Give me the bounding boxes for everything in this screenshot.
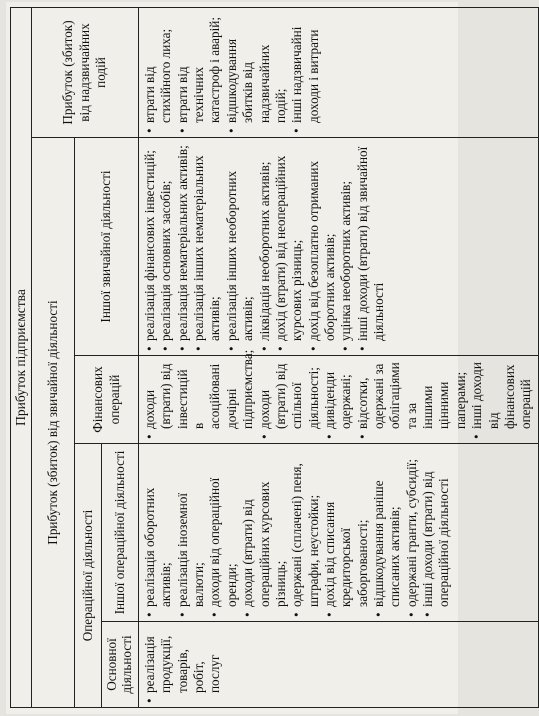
scanned-page <box>6 2 534 714</box>
list-item: • дохід від списання кредиторської заборгованості; <box>322 448 371 617</box>
list-item: • доходи (втрати) від інвестицій в асоційовані дочірні підприємства; <box>142 360 257 439</box>
list-item: • реалізація оборотних активів; <box>142 448 175 617</box>
list-item: • відшкодування раніше списаних активів; <box>371 448 404 617</box>
list-item: • реалізація іноземної валюти; <box>175 448 208 617</box>
list-item: • інші надзвичайні доходи і витрати <box>289 12 322 133</box>
list-item: • доходи від операційної оренди; <box>207 448 240 617</box>
list-item: • реалізація інших необоротних активів; <box>224 142 257 351</box>
list-item: • дивіденди одержані; <box>322 360 355 439</box>
list-item: • реалізація основних засобів; <box>158 142 174 351</box>
other-ordinary-cell <box>139 138 539 356</box>
extraordinary-cell <box>139 7 539 137</box>
list-item: • ліквідація необоротних активів; <box>257 142 273 351</box>
other-ordinary-header: Іншої звичайної діяльності <box>75 138 139 356</box>
list-item: • інші доходи (втрати) від звичайної діяльності <box>355 142 388 351</box>
financial-operations-cell <box>139 349 539 444</box>
list-item: • дохід від безоплатно отриманих оборотних активів; <box>306 142 339 351</box>
list-item: • доходи (втрати) від спільної діяльності; <box>257 360 322 439</box>
rotated-table-wrapper <box>10 8 534 708</box>
main-activity-header: Основної діяльності <box>102 622 139 708</box>
list-item: • доходи (втрати) від операційних курсових різниць; <box>240 448 289 617</box>
list-item: • одержані (сплачені) пеня, штрафи, неустойки; <box>289 448 322 617</box>
profit-classification-table <box>10 7 539 708</box>
list-item: • інші доходи (втрати) від операційної діяльності <box>420 448 453 617</box>
list-item: • реалізація нематеріальних активів; <box>175 142 191 351</box>
list-item: • реалізація інших нематеріальних активів; <box>191 142 224 351</box>
table-title: Прибуток підприємства <box>11 7 32 707</box>
list-item: • втрати від стихійного лиха; <box>142 12 175 133</box>
extraordinary-header: Прибуток (збиток) від надзвичайних подій <box>32 7 139 137</box>
operating-activity-header: Операційної діяльності <box>75 444 102 708</box>
list-item: • відсотки, одержані за облігаціями та за іншими цінними паперами; <box>355 360 470 439</box>
other-operating-header: Іншої операційної діяльності <box>102 444 139 622</box>
list-item: • інші доходи від фінансових операцій <box>469 360 534 439</box>
list-item: • дохід (втрати) від неопераційних курсових різниць; <box>273 142 306 351</box>
other-operating-cell <box>139 444 539 622</box>
main-activity-cell <box>139 622 539 708</box>
list-item: • одержані гранти, субсидії; <box>404 448 420 617</box>
ordinary-activity-header: Прибуток (збиток) від звичайної діяльності <box>32 138 75 708</box>
list-item: • відшкодування збитків від надзвичайних подій; <box>224 12 289 133</box>
list-item: • реалізація продукції, товарів, робіт, послуг <box>142 626 224 703</box>
list-item: • уцінка необоротних активів; <box>338 142 354 351</box>
list-item: • реалізація фінансових інвестицій; <box>142 142 158 351</box>
financial-operations-header: Фінансових операцій <box>75 356 139 444</box>
list-item: • втрати від технічних катастроф і аварій; <box>175 12 224 133</box>
